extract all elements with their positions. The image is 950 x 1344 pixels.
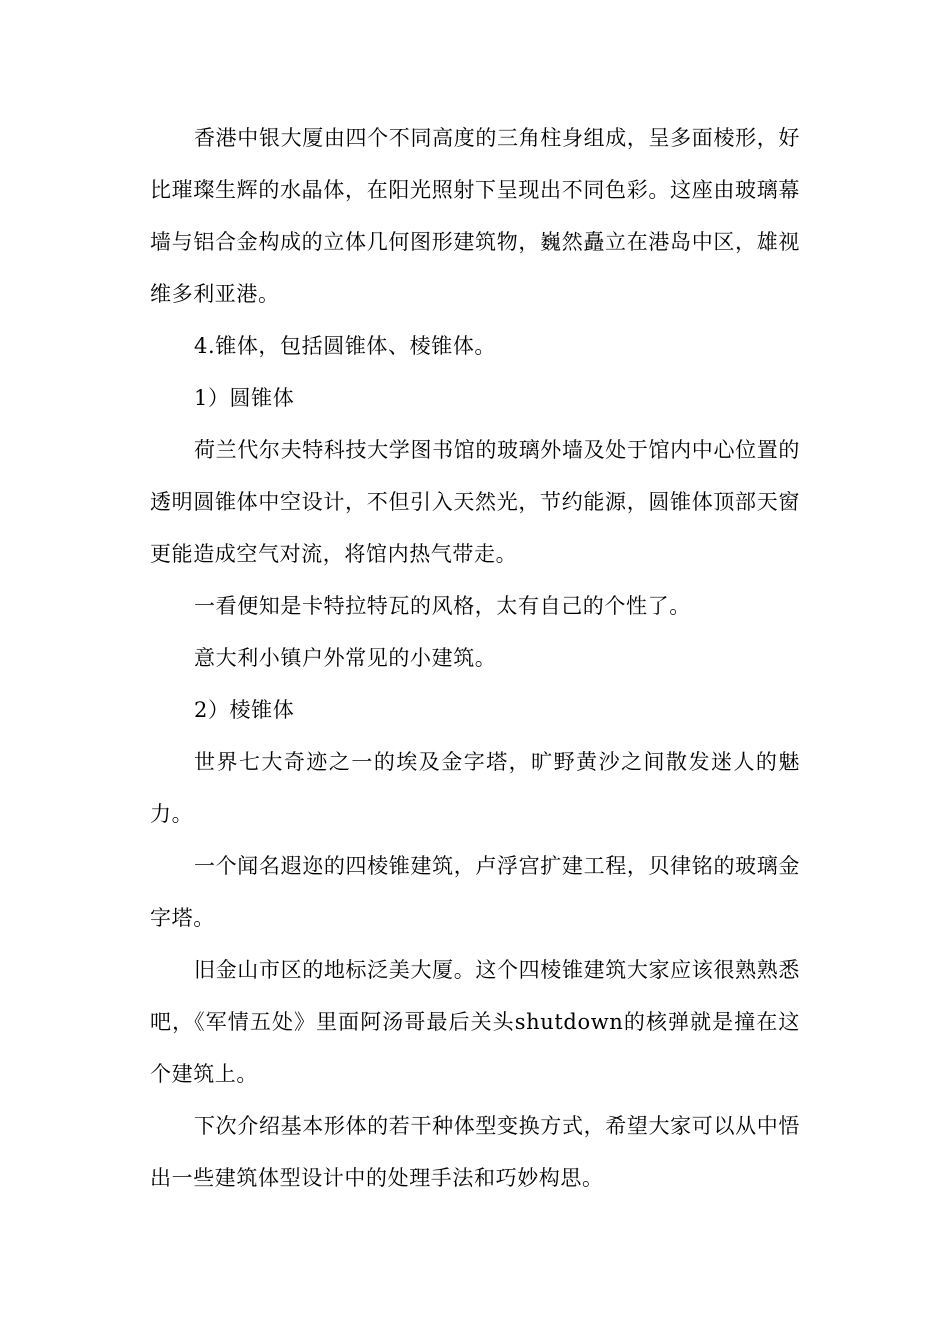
paragraph-calatrava-style: 一看便知是卡特拉特瓦的风格，太有自己的个性了。 xyxy=(194,594,691,618)
paragraph-bank-of-china-tower: 香港中银大厦由四个不同高度的三角柱身组成，呈多面棱形，好比璀璨生辉的水晶体，在阳光照射下呈现出不同色彩。这座由玻璃幕墙与铝合金构成的立体几何图形建筑物，巍然矗立在港岛中区，雄视维多利亚港。 xyxy=(150,126,800,306)
paragraph-delft-library: 荷兰代尔夫特科技大学图书馆的玻璃外墙及处于馆内中心位置的透明圆锥体中空设计，不但引入天然光，节约能源，圆锥体顶部天窗更能造成空气对流，将馆内热气带走。 xyxy=(150,438,800,566)
paragraph-transamerica-pyramid: 旧金山市区的地标泛美大厦。这个四棱锥建筑大家应该很熟熟悉吧，《军情五处》里面阿汤哥最后关头shutdown的核弹就是撞在这个建筑上。 xyxy=(150,958,800,1086)
paragraph-next-topic: 下次介绍基本形体的若干种体型变换方式，希望大家可以从中悟出一些建筑体型设计中的处理手法和巧妙构思。 xyxy=(150,1114,800,1190)
paragraph-pyramid-subheading: 2）棱锥体 xyxy=(194,698,295,722)
paragraph-circular-cone-subheading: 1）圆锥体 xyxy=(194,386,295,410)
paragraph-cone-heading: 4.锥体，包括圆锥体、棱锥体。 xyxy=(194,334,497,358)
paragraph-louvre-pyramid: 一个闻名遐迩的四棱锥建筑，卢浮宫扩建工程，贝律铭的玻璃金字塔。 xyxy=(150,854,800,930)
paragraph-italian-town-building: 意大利小镇户外常见的小建筑。 xyxy=(194,646,497,670)
document-page xyxy=(150,112,800,1204)
paragraph-egyptian-pyramid: 世界七大奇迹之一的埃及金字塔，旷野黄沙之间散发迷人的魅力。 xyxy=(150,750,800,826)
